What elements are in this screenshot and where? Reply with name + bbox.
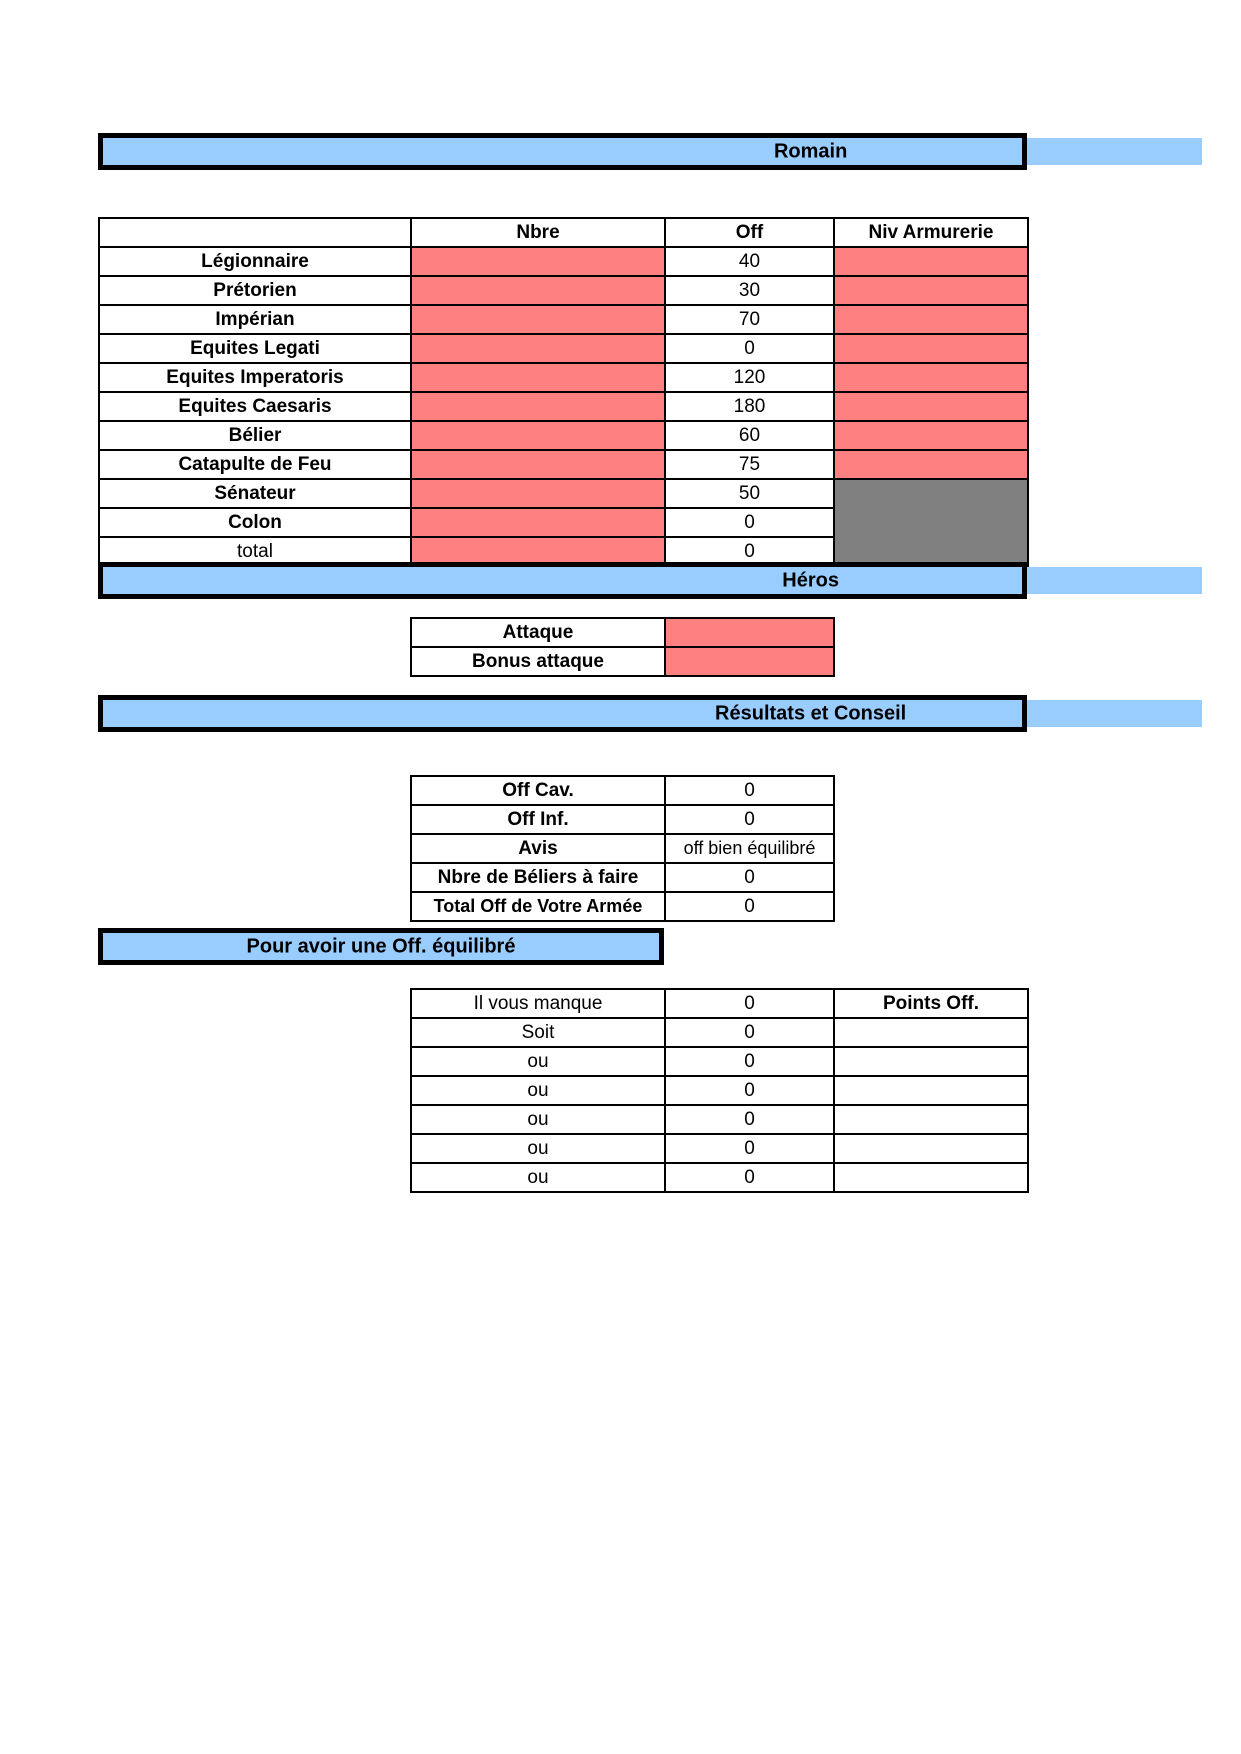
resultats-banner-extension xyxy=(1027,700,1202,727)
table-row xyxy=(99,479,1028,508)
result-value: 0 xyxy=(665,892,834,921)
off-value: 30 xyxy=(665,276,834,305)
hero-input-cell xyxy=(665,618,834,647)
armurerie-input-cell xyxy=(834,334,1028,363)
table-row xyxy=(99,363,1028,392)
hero-label: Bonus attaque xyxy=(411,647,665,676)
table-row xyxy=(99,392,1028,421)
nbre-input-cell xyxy=(411,508,665,537)
army-table xyxy=(98,217,1029,567)
unit-label: Bélier xyxy=(99,421,411,450)
table-row xyxy=(411,892,834,921)
armurerie-input-cell xyxy=(834,392,1028,421)
missing-label: ou xyxy=(411,1134,665,1163)
table-row xyxy=(99,276,1028,305)
unit-label: Equites Imperatoris xyxy=(99,363,411,392)
table-row xyxy=(411,1076,1028,1105)
romain-banner-title: Romain xyxy=(773,140,848,162)
unit-label: Equites Legati xyxy=(99,334,411,363)
missing-table xyxy=(410,988,1029,1193)
off-value: 60 xyxy=(665,421,834,450)
equilibre-banner xyxy=(98,928,664,965)
off-value: 50 xyxy=(665,479,834,508)
unit-label: total xyxy=(99,537,411,566)
off-value: 180 xyxy=(665,392,834,421)
unit-label: Equites Caesaris xyxy=(99,392,411,421)
nbre-input-cell xyxy=(411,334,665,363)
result-label: Nbre de Béliers à faire xyxy=(411,863,665,892)
missing-value: 0 xyxy=(665,1134,834,1163)
missing-value: 0 xyxy=(665,1163,834,1192)
unit-label: Prétorien xyxy=(99,276,411,305)
heros-banner xyxy=(98,562,1027,599)
hero-input-cell xyxy=(665,647,834,676)
missing-label: Il vous manque xyxy=(411,989,665,1018)
table-row xyxy=(99,334,1028,363)
table-row xyxy=(99,450,1028,479)
result-label: Off Inf. xyxy=(411,805,665,834)
result-label: Total Off de Votre Armée xyxy=(411,892,665,921)
table-row xyxy=(411,776,834,805)
nbre-input-cell xyxy=(411,363,665,392)
table-row xyxy=(411,1105,1028,1134)
off-value: 0 xyxy=(665,508,834,537)
off-value: 0 xyxy=(665,334,834,363)
off-value: 120 xyxy=(665,363,834,392)
army-header-off: Off xyxy=(665,218,834,247)
table-row xyxy=(411,989,1028,1018)
resultats-banner xyxy=(98,695,1027,732)
off-value: 75 xyxy=(665,450,834,479)
off-value: 0 xyxy=(665,537,834,566)
table-row xyxy=(411,834,834,863)
hero-label: Attaque xyxy=(411,618,665,647)
army-header-nbre: Nbre xyxy=(411,218,665,247)
missing-note xyxy=(834,1163,1028,1192)
armurerie-disabled-cell xyxy=(834,479,1028,566)
missing-note xyxy=(834,1105,1028,1134)
result-value: off bien équilibré xyxy=(665,834,834,863)
armurerie-input-cell xyxy=(834,450,1028,479)
unit-label: Catapulte de Feu xyxy=(99,450,411,479)
missing-label: ou xyxy=(411,1105,665,1134)
missing-note xyxy=(834,1018,1028,1047)
army-header-empty xyxy=(99,218,411,247)
result-value: 0 xyxy=(665,805,834,834)
table-row xyxy=(411,1163,1028,1192)
missing-label: ou xyxy=(411,1076,665,1105)
result-value: 0 xyxy=(665,776,834,805)
missing-label: Soit xyxy=(411,1018,665,1047)
missing-value: 0 xyxy=(665,989,834,1018)
result-label: Avis xyxy=(411,834,665,863)
heros-banner-title: Héros xyxy=(782,569,839,591)
missing-note: Points Off. xyxy=(834,989,1028,1018)
unit-label: Légionnaire xyxy=(99,247,411,276)
nbre-input-cell xyxy=(411,421,665,450)
table-row xyxy=(99,305,1028,334)
hero-table xyxy=(410,617,835,677)
results-table xyxy=(410,775,835,922)
table-row xyxy=(411,805,834,834)
table-row xyxy=(411,647,834,676)
armurerie-input-cell xyxy=(834,305,1028,334)
heros-banner-extension xyxy=(1027,567,1202,594)
off-value: 70 xyxy=(665,305,834,334)
missing-note xyxy=(834,1047,1028,1076)
missing-value: 0 xyxy=(665,1018,834,1047)
nbre-input-cell xyxy=(411,450,665,479)
table-row xyxy=(411,1018,1028,1047)
result-value: 0 xyxy=(665,863,834,892)
unit-label: Sénateur xyxy=(99,479,411,508)
nbre-input-cell xyxy=(411,276,665,305)
missing-value: 0 xyxy=(665,1047,834,1076)
table-row xyxy=(411,863,834,892)
missing-label: ou xyxy=(411,1047,665,1076)
table-row xyxy=(411,618,834,647)
nbre-input-cell xyxy=(411,479,665,508)
missing-value: 0 xyxy=(665,1105,834,1134)
missing-note xyxy=(834,1134,1028,1163)
armurerie-input-cell xyxy=(834,421,1028,450)
armurerie-input-cell xyxy=(834,247,1028,276)
off-value: 40 xyxy=(665,247,834,276)
unit-label: Impérian xyxy=(99,305,411,334)
missing-note xyxy=(834,1076,1028,1105)
armurerie-input-cell xyxy=(834,363,1028,392)
nbre-input-cell xyxy=(411,247,665,276)
table-row xyxy=(99,247,1028,276)
missing-value: 0 xyxy=(665,1076,834,1105)
army-header-row xyxy=(99,218,1028,247)
result-label: Off Cav. xyxy=(411,776,665,805)
army-header-niv: Niv Armurerie xyxy=(834,218,1028,247)
romain-banner-extension xyxy=(1027,138,1202,165)
nbre-input-cell xyxy=(411,392,665,421)
nbre-input-cell xyxy=(411,305,665,334)
missing-label: ou xyxy=(411,1163,665,1192)
unit-label: Colon xyxy=(99,508,411,537)
resultats-banner-title: Résultats et Conseil xyxy=(715,702,907,724)
table-row xyxy=(411,1134,1028,1163)
table-row xyxy=(99,421,1028,450)
romain-banner xyxy=(98,133,1027,170)
armurerie-input-cell xyxy=(834,276,1028,305)
table-row xyxy=(411,1047,1028,1076)
equilibre-banner-title: Pour avoir une Off. équilibré xyxy=(246,935,516,957)
